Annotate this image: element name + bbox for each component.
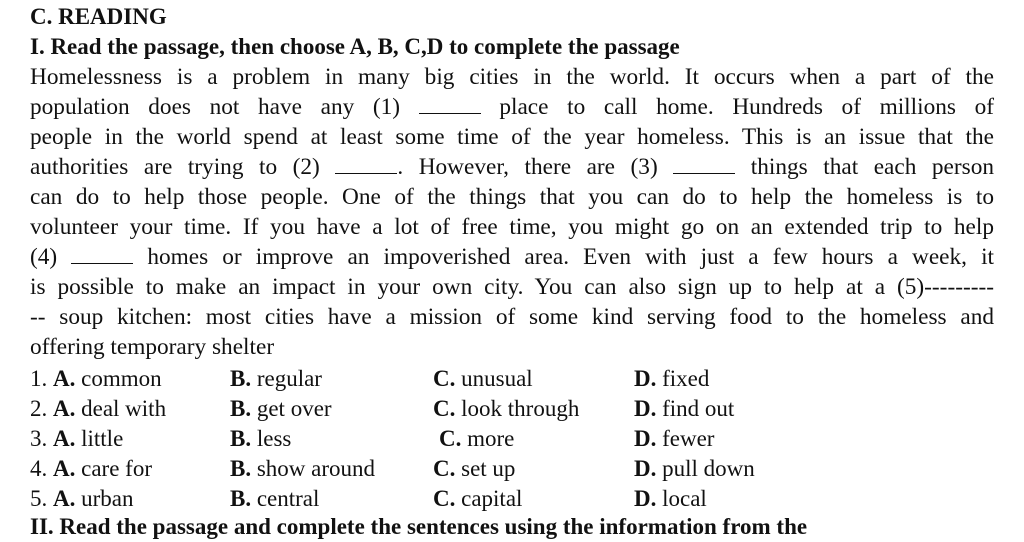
task-instruction: I. Read the passage, then choose A, B, C,D to complete the passage	[30, 34, 680, 59]
passage-text: . However, there are (3)	[397, 154, 658, 180]
option-text: deal with	[81, 396, 167, 421]
passage-text: things that each person	[750, 154, 995, 180]
option-letter: C.	[433, 456, 456, 481]
option-a	[30, 394, 166, 424]
question-number: 3.	[30, 426, 48, 451]
question-number: 2.	[30, 396, 48, 421]
option-letter: B.	[230, 426, 252, 451]
option-c	[433, 484, 522, 514]
option-text: set up	[461, 456, 516, 481]
option-b	[230, 364, 322, 394]
option-text: common	[81, 366, 162, 391]
option-b	[230, 454, 375, 484]
question-number: 1.	[30, 366, 48, 391]
option-letter: A.	[53, 426, 76, 451]
option-letter: C.	[433, 366, 456, 391]
option-text: central	[256, 486, 320, 511]
section-title: C. READING	[30, 4, 167, 29]
option-text: local	[662, 486, 707, 511]
option-letter: B.	[230, 486, 252, 511]
question-row	[30, 484, 996, 514]
option-text: look through	[461, 396, 580, 421]
option-letter: A.	[53, 486, 76, 511]
reading-passage	[30, 62, 994, 362]
option-letter: D.	[634, 366, 657, 391]
passage-text: is possible to make an impact in your own city. You can also sign up to help at a (5)---------	[30, 274, 994, 300]
passage-text: volunteer your time. If you have a lot of free time, you might go on an extended trip to help	[30, 214, 994, 240]
question-row	[30, 394, 996, 424]
passage-text: population does not have any (1)	[30, 94, 401, 120]
blank-3	[673, 155, 735, 174]
option-text: pull down	[662, 456, 755, 481]
passage-text: Homelessness is a problem in many big cities in the world. It occurs when a part of the	[30, 64, 994, 90]
passage-text: (4)	[30, 244, 58, 270]
option-letter: C.	[433, 486, 456, 511]
question-row	[30, 364, 996, 394]
passage-line	[30, 152, 994, 182]
option-letter: B.	[230, 456, 252, 481]
option-c	[433, 394, 579, 424]
option-text: more	[467, 426, 515, 451]
option-a	[30, 454, 152, 484]
option-c	[433, 454, 515, 484]
option-text: fixed	[662, 366, 710, 391]
passage-line	[30, 92, 994, 122]
option-letter: A.	[53, 456, 76, 481]
next-section-title-cropped: II. Read the passage and complete the sentences using the information from the	[30, 514, 808, 539]
option-a	[30, 424, 123, 454]
option-letter: A.	[53, 396, 76, 421]
option-d	[634, 454, 755, 484]
option-text: get over	[256, 396, 332, 421]
blank-2	[335, 155, 397, 174]
option-text: unusual	[461, 366, 533, 391]
passage-text: authorities are trying to (2)	[30, 154, 320, 180]
option-d	[634, 424, 714, 454]
option-letter: A.	[53, 366, 76, 391]
blank-1	[419, 95, 481, 114]
option-b	[230, 394, 332, 424]
passage-line	[30, 62, 994, 92]
option-text: show around	[256, 456, 376, 481]
option-text: less	[256, 426, 292, 451]
option-text: care for	[81, 456, 152, 481]
option-d	[634, 484, 707, 514]
option-letter: B.	[230, 366, 252, 391]
passage-line	[30, 272, 994, 302]
option-letter: D.	[634, 486, 657, 511]
answer-options	[30, 364, 996, 514]
passage-line	[30, 302, 994, 332]
option-text: little	[81, 426, 124, 451]
option-a	[30, 484, 134, 514]
option-d	[634, 394, 734, 424]
passage-text: place to call home. Hundreds of millions of	[499, 94, 995, 120]
option-letter: B.	[230, 396, 252, 421]
passage-line	[30, 242, 994, 272]
question-row	[30, 424, 996, 454]
option-d	[634, 364, 709, 394]
question-number: 4.	[30, 456, 48, 481]
passage-text: homes or improve an impoverished area. Even with just a few hours a week, it	[147, 244, 995, 270]
passage-text: can do to help those people. One of the things that you can do to help the homeless is to	[30, 184, 994, 210]
option-a	[30, 364, 162, 394]
passage-line	[30, 182, 994, 212]
passage-line	[30, 212, 994, 242]
blank-4	[71, 245, 133, 264]
option-b	[230, 484, 319, 514]
option-c	[433, 364, 533, 394]
option-c	[439, 424, 514, 454]
question-row	[30, 454, 996, 484]
option-letter: D.	[634, 426, 657, 451]
option-letter: D.	[634, 396, 657, 421]
option-letter: C.	[433, 396, 456, 421]
passage-line	[30, 332, 994, 362]
option-text: capital	[461, 486, 523, 511]
option-text: urban	[81, 486, 134, 511]
question-number: 5.	[30, 486, 48, 511]
option-b	[230, 424, 291, 454]
option-text: find out	[662, 396, 735, 421]
passage-text: offering temporary shelter	[30, 334, 275, 360]
option-text: regular	[256, 366, 322, 391]
passage-text: -- soup kitchen: most cities have a mission of some kind serving food to the homeless and	[30, 304, 994, 330]
option-letter: D.	[634, 456, 657, 481]
passage-line	[30, 122, 994, 152]
option-letter: C.	[439, 426, 462, 451]
passage-text: people in the world spend at least some time of the year homeless. This is an issue that the	[30, 124, 994, 150]
option-text: fewer	[662, 426, 715, 451]
